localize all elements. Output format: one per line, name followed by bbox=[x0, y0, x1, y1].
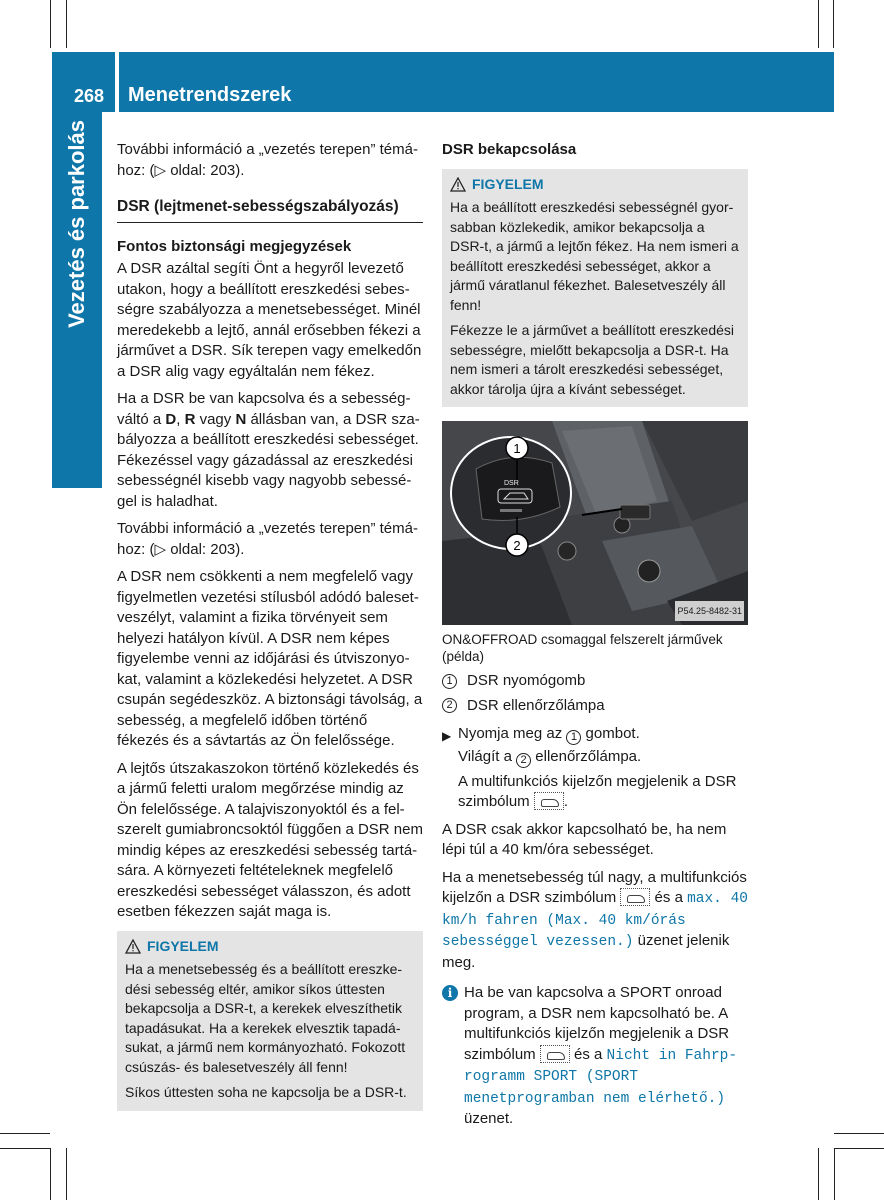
paragraph: A lejtős útszakaszokon történő közlekedés és a jármű feletti uralom megőrzése mindig az Ön felelőssége. A talajviszonyoktól és a felszerelt gumiabroncsoktól függően a DSR nem mindig képes az ereszkedési sebesség tartására. A környezeti feltételeknek megfelelő ereszkedési sebességet válasszon, és adott esetben fékezzen saját maga is. bbox=[117, 759, 423, 920]
warning-triangle-icon bbox=[125, 939, 141, 954]
header-divider bbox=[115, 52, 119, 112]
crop-mark bbox=[833, 0, 834, 48]
legend-item: 2 DSR ellenőrzőlámpa bbox=[442, 696, 748, 717]
display-message: Nicht in Fahrprogramm SPORT (SPORT menetprogramban nem elérhető.) bbox=[464, 1047, 738, 1107]
crop-mark bbox=[834, 1148, 884, 1149]
paragraph: Ha a menetsebesség túl nagy, a multifunkciós kijelzőn a DSR szimbólum és a max. 40 km/h fahren (Max. 40 km/órás sebességgel vezessen.) üzenet jelenik meg. bbox=[442, 868, 748, 971]
console-illustration bbox=[442, 421, 748, 625]
figure-caption: ON&OFFROAD csomaggal felszerelt járművek (példa) bbox=[442, 632, 723, 664]
crop-mark bbox=[818, 0, 819, 48]
callout-number: 1 bbox=[566, 730, 581, 745]
figure-callout-2: 2 bbox=[513, 538, 521, 553]
crop-mark bbox=[0, 1133, 50, 1134]
page-number: 268 bbox=[74, 86, 105, 106]
warning-triangle-icon bbox=[450, 177, 466, 192]
intro-paragraph: További információ a „vezetés terepen” témá- hoz: (▷ oldal: 203). bbox=[117, 141, 418, 179]
callout-number: 2 bbox=[442, 698, 457, 713]
warning-text: Ha a menetsebesség és a beállított ereszkedési sebesség eltér, amikor síkos úttesten bekapcsolja a DSR-t, a kerekek elveszíthetik tapadásukat. Ha a kerekek elvesztik tapadásukat, a jármű nem kormányozható. Fokozott csúszás- és balesetveszély áll fenn! bbox=[125, 961, 406, 1075]
warning-title: FIGYELEM bbox=[450, 175, 740, 195]
crop-mark bbox=[66, 0, 67, 48]
figure-code: P54.25-8482-31 bbox=[675, 601, 744, 622]
crop-mark bbox=[834, 1133, 884, 1134]
sub-heading: Fontos biztonsági megjegyzések bbox=[117, 237, 352, 255]
side-tab-label: Vezetés és parkolás bbox=[64, 120, 89, 328]
paragraph: A DSR nem csökkenti a nem megfelelő vagy figyelmetlen vezetési stílusból adódó balesetveszélyt, valamint a fizika törvényeit sem helyezi hatályon kívül. A DSR nem képes figyelembe venni az időjárási és útviszonyokat, valamint a közlekedési helyzetet. A DSR csupán segédeszköz. A biztonsági távolság, a sebesség, a megfelelő időben történő fékezés és a sávtartás az Ön felelőssége. bbox=[117, 568, 423, 749]
crop-mark bbox=[50, 0, 51, 48]
crop-mark bbox=[818, 1148, 819, 1200]
info-note: i Ha be van kapcsolva a SPORT onroad program, a DSR nem kapcsolható be. A multifunkciós kijelzőn megjelenik a DSR szimbólum és a Nicht in Fahrprogramm SPORT (SPORT menetprogramban nem elérhető.) üzenet. bbox=[442, 983, 748, 1130]
figure-callout-1: 1 bbox=[513, 441, 521, 456]
dsr-symbol-icon bbox=[534, 792, 564, 810]
warning-box bbox=[117, 931, 423, 1111]
section-heading: DSR (lejtmenet-sebességszabályozás) bbox=[117, 197, 423, 223]
step-arrow-icon: ▶ bbox=[442, 729, 452, 743]
display-message: max. 40 km/h fahren (Max. 40 km/órás sebességgel vezessen.) bbox=[442, 891, 748, 950]
dsr-symbol-icon bbox=[620, 888, 650, 906]
callout-number: 1 bbox=[442, 674, 457, 689]
crop-mark bbox=[66, 1148, 67, 1200]
instruction-step: ▶ Nyomja meg az 1 gombot. bbox=[442, 724, 748, 747]
step-result: Világít a 2 ellenőrzőlámpa. bbox=[458, 747, 642, 766]
console-photo bbox=[442, 421, 748, 625]
callout-number: 2 bbox=[516, 753, 531, 768]
warning-text: Síkos úttesten soha ne kapcsolja be a DSR-t. bbox=[125, 1084, 407, 1100]
paragraph: A DSR csak akkor kapcsolható be, ha nem lépi túl a 40 km/óra sebességet. bbox=[442, 820, 727, 858]
left-column bbox=[117, 140, 423, 1125]
section-heading: DSR bekapcsolása bbox=[442, 141, 577, 158]
crop-mark bbox=[50, 1148, 51, 1200]
info-icon: i bbox=[442, 985, 458, 1001]
dsr-button-label: DSR bbox=[504, 480, 519, 487]
step-result: A multifunkciós kijelzőn megjelenik a DSR szimbólum . bbox=[458, 772, 737, 810]
legend-item: 1 DSR nyomógomb bbox=[442, 671, 748, 692]
warning-box bbox=[442, 169, 748, 408]
page-header bbox=[52, 52, 834, 112]
paragraph: További információ a „vezetés terepen” témához: (▷ oldal: 203). bbox=[117, 520, 418, 558]
crop-mark bbox=[0, 1148, 50, 1149]
right-column bbox=[442, 140, 748, 1130]
warning-text: Ha a beállított ereszkedési sebességnél gyorsabban közlekedik, amikor bekapcsolja a DSR-t, a jármű a lejtőn fékez. Ha nem ismeri a beállított ereszkedési sebességet, akkor a jármű váratlanul fékezhet. Balesetveszély áll fenn! bbox=[450, 199, 739, 313]
crop-mark bbox=[834, 1148, 835, 1200]
chapter-title: Menetrendszerek bbox=[128, 84, 292, 106]
warning-title: FIGYELEM bbox=[125, 937, 415, 957]
side-tab bbox=[52, 112, 102, 488]
paragraph: A DSR azáltal segíti Önt a hegyről levezető utakon, hogy a beállított ereszkedési sebességre szabályozza a menetsebességet. Minél meredekebb a lejtő, annál erősebben fékezi a járművet a DSR. Sík terepen vagy emelkedőn a DSR alig vagy egyáltalán nem fékez. bbox=[117, 260, 422, 380]
dsr-symbol-icon bbox=[540, 1045, 570, 1063]
warning-text: Fékezze le a járművet a beállított ereszkedési sebességre, mielőtt bekapcsolja a DSR-t. Ha nem ismeri a tárolt ereszkedési sebességet, akkor tárolja újra a kívánt sebességet. bbox=[450, 322, 735, 397]
paragraph: Ha a DSR be van kapcsolva és a sebességváltó a D, R vagy N állásban van, a DSR szabályozza a beállított ereszkedési sebességet. Fékezéssel vagy gázadással az ereszkedési sebességnél kisebb vagy nagyobb sebességel is haladhat. bbox=[117, 390, 420, 510]
